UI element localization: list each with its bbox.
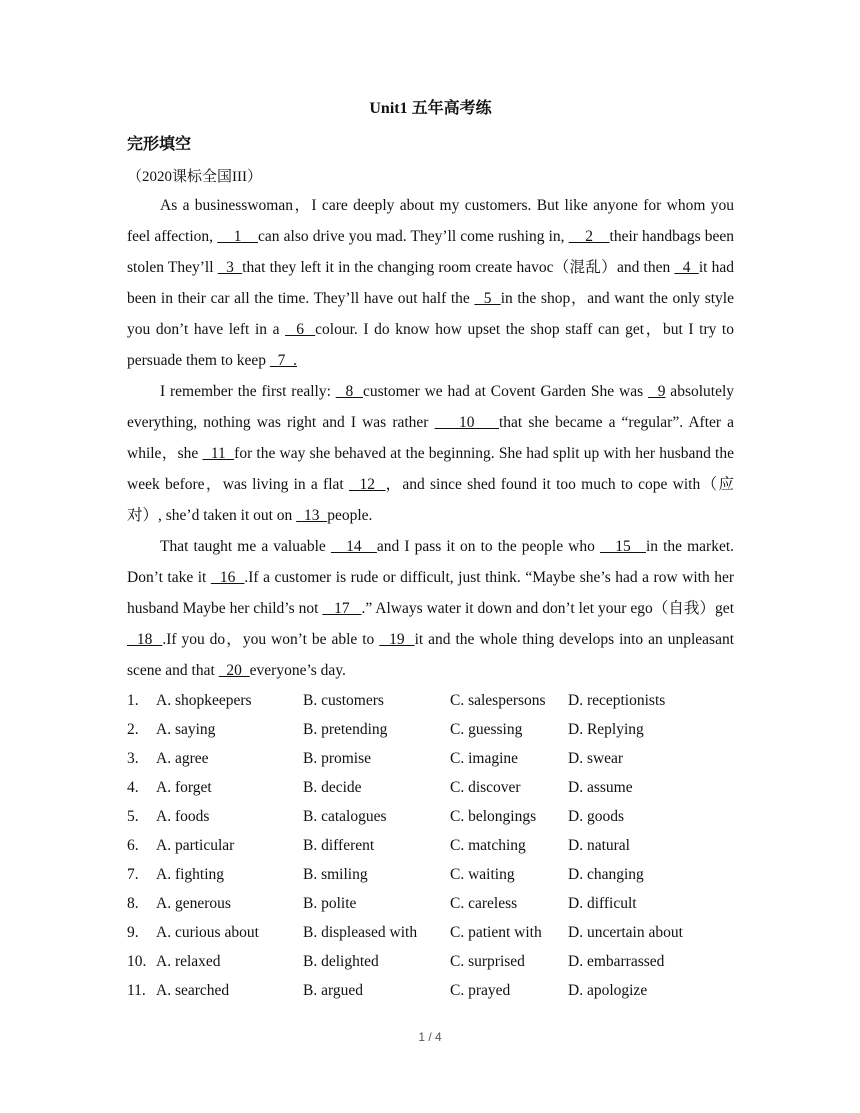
passage-text: I remember the first really:	[160, 383, 336, 400]
answer-blank: 10	[434, 414, 499, 431]
passage-text: their handbags been stolen They’ll	[127, 228, 734, 276]
option-row	[127, 947, 734, 976]
passage-text: in the shop，and want the only style you don’t have left in a	[127, 290, 734, 338]
passage-text: it had been in their car all the time. They’ll have out half the	[127, 259, 734, 307]
option-a: A. searched	[156, 982, 230, 999]
question-number: 11.	[127, 982, 146, 999]
question-number: 8.	[127, 895, 139, 912]
passage-text: that they left it in the changing room create havoc（混乱）and then	[242, 259, 675, 276]
option-a: A. relaxed	[156, 953, 221, 970]
passage-text: As a businesswoman，I care deeply about my customers. But like anyone for whom you feel affection,	[127, 197, 734, 245]
answer-blank: 18	[127, 631, 163, 648]
option-b: B. argued	[303, 982, 363, 999]
option-c: C. matching	[450, 837, 526, 854]
option-c: C. careless	[450, 895, 518, 912]
passage-text: .” Always water it down and don’t let your ego（自我）get	[361, 600, 734, 617]
option-c: C. guessing	[450, 721, 523, 738]
option-b: B. polite	[303, 895, 357, 912]
answer-blank: 7 .	[269, 352, 298, 369]
option-a: A. shopkeepers	[156, 692, 252, 709]
option-b: B. pretending	[303, 721, 388, 738]
option-d: D. goods	[568, 808, 624, 825]
option-c: C. surprised	[450, 953, 525, 970]
option-d: D. receptionists	[568, 692, 666, 709]
answer-blank: 11	[202, 445, 235, 462]
answer-blank: 3	[217, 259, 243, 276]
answer-blank: 17	[322, 600, 362, 617]
answer-blank: 15	[599, 538, 646, 555]
answer-blank: 13	[296, 507, 328, 524]
option-row	[127, 918, 734, 947]
option-c: C. waiting	[450, 866, 515, 883]
answer-blank: 8	[335, 383, 363, 400]
option-row	[127, 976, 734, 1005]
passage-text: .If a customer is rude or difficult, just think. “Maybe she’s had a row with her husband Maybe her child’s not	[127, 569, 735, 617]
passage-text: can also drive you mad. They’ll come rushing in,	[258, 228, 569, 245]
option-a: A. foods	[156, 808, 210, 825]
section-heading: 完形填空	[127, 136, 192, 153]
option-c: C. imagine	[450, 750, 519, 767]
option-b: B. decide	[303, 779, 362, 796]
option-row	[127, 802, 734, 831]
option-a: A. particular	[156, 837, 235, 854]
option-d: D. changing	[568, 866, 644, 883]
option-c: C. discover	[450, 779, 521, 796]
option-d: D. embarrassed	[568, 953, 665, 970]
passage-paragraph-3	[127, 531, 734, 686]
option-a: A. generous	[156, 895, 231, 912]
passage-text: that she became a “regular”. After a while，she	[127, 414, 735, 462]
document-page	[127, 98, 734, 1005]
passage-text: That taught me a valuable	[160, 538, 331, 555]
option-row	[127, 715, 734, 744]
option-a: A. forget	[156, 779, 212, 796]
question-number: 10.	[127, 953, 147, 970]
option-b: B. delighted	[303, 953, 379, 970]
option-a: A. curious about	[156, 924, 259, 941]
page-number: 1 / 4	[418, 1030, 442, 1044]
question-number: 7.	[127, 866, 139, 883]
passage-text: .If you do，you won’t be able to	[162, 631, 380, 648]
option-c: C. patient with	[450, 924, 542, 941]
option-b: B. smiling	[303, 866, 368, 883]
question-number: 9.	[127, 924, 139, 941]
answer-blank: 4	[674, 259, 699, 276]
option-a: A. agree	[156, 750, 209, 767]
answer-blank: 1	[217, 228, 258, 245]
option-d: D. difficult	[568, 895, 637, 912]
option-d: D. apologize	[568, 982, 648, 999]
answer-blank: 12	[348, 476, 386, 493]
passage-text: everyone’s day.	[249, 662, 346, 679]
question-number: 6.	[127, 837, 139, 854]
answer-blank: 16	[210, 569, 245, 586]
option-row	[127, 889, 734, 918]
passage-paragraph-2	[127, 376, 734, 531]
option-d: D. uncertain about	[568, 924, 683, 941]
source-note: （2020课标全国III）	[127, 169, 262, 185]
question-number: 2.	[127, 721, 139, 738]
passage-text: for the way she behaved at the beginning. She had split up with her husband the week before，was living in a flat	[127, 445, 734, 493]
answer-blank: 2	[568, 228, 610, 245]
passage-text: and I pass it on to the people who	[376, 538, 600, 555]
answer-blank: 5	[474, 290, 501, 307]
passage-text: customer we had at Covent Garden She was	[362, 383, 648, 400]
option-d: D. Replying	[568, 721, 644, 738]
passage-text: it and the whole thing develops into an unpleasant scene and that	[127, 631, 735, 679]
question-number: 4.	[127, 779, 139, 796]
option-b: B. promise	[303, 750, 372, 767]
option-row	[127, 831, 734, 860]
option-b: B. catalogues	[303, 808, 387, 825]
passage-text: people.	[327, 507, 373, 524]
option-d: D. natural	[568, 837, 630, 854]
option-a: A. fighting	[156, 866, 225, 883]
passage-text: ，and since shed found it too much to cope with（应对）, she’d taken it out on	[127, 476, 734, 524]
options-list	[127, 686, 734, 1005]
passage-text: in the market. Don’t take it	[127, 538, 735, 586]
answer-blank: 6	[285, 321, 316, 338]
option-c: C. prayed	[450, 982, 511, 999]
answer-blank: 14	[330, 538, 377, 555]
option-b: B. different	[303, 837, 375, 854]
option-row	[127, 744, 734, 773]
answer-blank: 9	[647, 383, 666, 400]
question-number: 3.	[127, 750, 139, 767]
question-number: 5.	[127, 808, 139, 825]
page-title: Unit1 五年高考练	[369, 100, 492, 117]
option-b: B. displeased with	[303, 924, 418, 941]
passage-text: absolutely everything, nothing was right and I was rather	[127, 383, 735, 431]
option-a: A. saying	[156, 721, 216, 738]
passage-paragraph-1	[127, 190, 734, 376]
option-b: B. customers	[303, 692, 384, 709]
option-row	[127, 860, 734, 889]
option-row	[127, 773, 734, 802]
question-number: 1.	[127, 692, 139, 709]
option-d: D. assume	[568, 779, 633, 796]
option-d: D. swear	[568, 750, 624, 767]
option-c: C. salespersons	[450, 692, 546, 709]
answer-blank: 20	[218, 662, 250, 679]
passage-text: colour. I do know how upset the shop staff can get，but I try to persuade them to keep	[127, 321, 734, 369]
option-row	[127, 686, 734, 715]
option-c: C. belongings	[450, 808, 537, 825]
answer-blank: 19	[379, 631, 415, 648]
